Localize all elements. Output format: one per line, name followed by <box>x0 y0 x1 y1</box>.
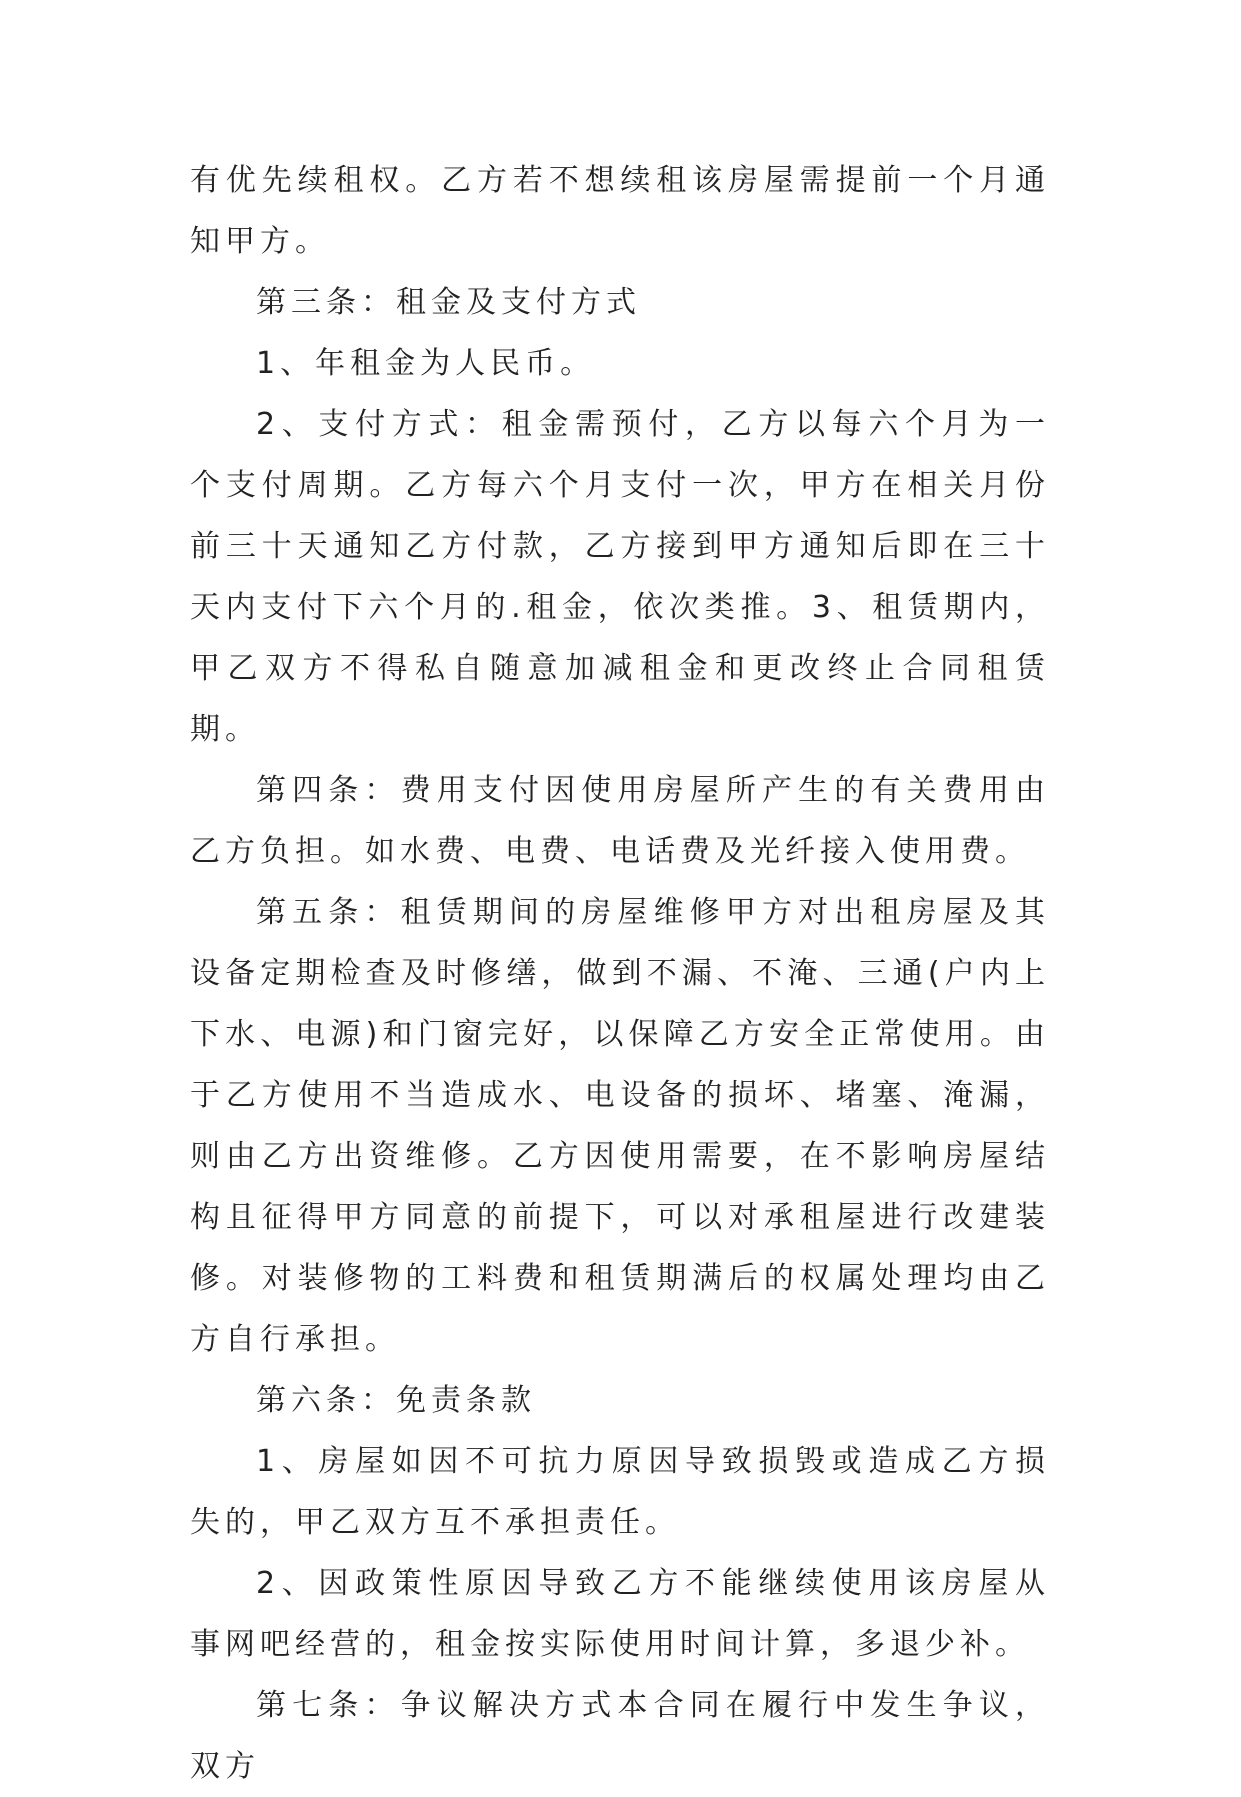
paragraph-force-majeure: 1、房屋如因不可抗力原因导致损毁或造成乙方损失的，甲乙双方互不承担责任。 <box>190 1444 1050 1540</box>
paragraph-renewal-notice: 有优先续租权。乙方若不想续租该房屋需提前一个月通知甲方。 <box>190 163 1050 259</box>
paragraph-article-5-maintenance: 第五条：租赁期间的房屋维修甲方对出租房屋及其设备定期检查及时修缮，做到不漏、不淹、三通(户内上下水、电源)和门窗完好，以保障乙方安全正常使用。由于乙方使用不当造成水、电设备的损坏、堵塞、淹漏，则由乙方出资维修。乙方因使用需要，在不影响房屋结构且征得甲方同意的前提下，可以对承租屋进行改建装修。对装修物的工料费和租赁期满后的权属处理均由乙方自行承担。 <box>190 895 1050 1357</box>
heading-article-3-rent-payment: 第三条：租金及支付方式 <box>256 285 641 320</box>
paragraph-annual-rent: 1、年租金为人民币。 <box>256 346 596 381</box>
paragraph-article-7-dispute: 第七条：争议解决方式本合同在履行中发生争议，双方 <box>190 1688 1050 1784</box>
document-body <box>190 150 1050 1797</box>
heading-article-6-exemption: 第六条：免责条款 <box>256 1383 536 1418</box>
paragraph-article-4-fees: 第四条：费用支付因使用房屋所产生的有关费用由乙方负担。如水费、电费、电话费及光纤接入使用费。 <box>190 773 1050 869</box>
paragraph-policy-reasons: 2、因政策性原因导致乙方不能继续使用该房屋从事网吧经营的，租金按实际使用时间计算，多退少补。 <box>190 1566 1050 1662</box>
paragraph-payment-method: 2、支付方式：租金需预付，乙方以每六个月为一个支付周期。乙方每六个月支付一次，甲方在相关月份前三十天通知乙方付款，乙方接到甲方通知后即在三十天内支付下六个月的.租金，依次类推。3、租赁期内，甲乙双方不得私自随意加减租金和更改终止合同租赁期。 <box>190 407 1050 747</box>
